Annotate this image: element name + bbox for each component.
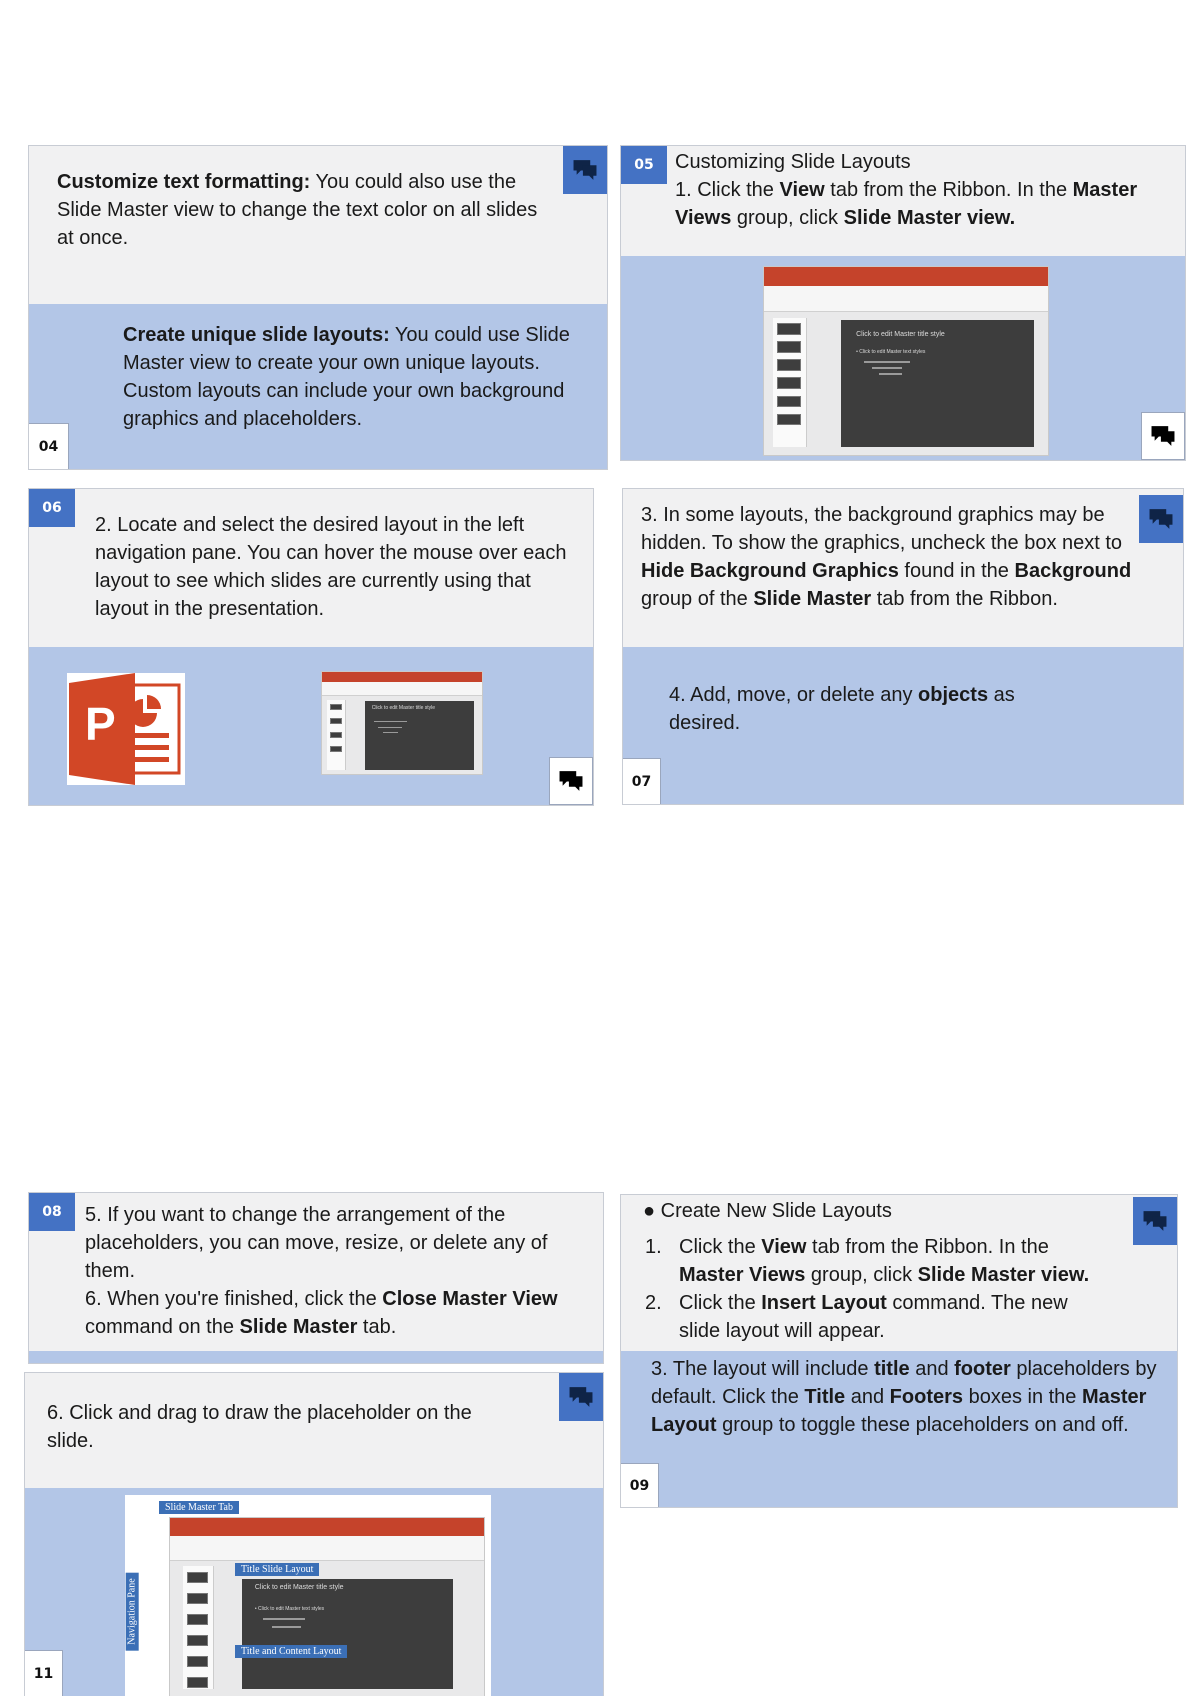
card-bottom-text: 3. The layout will include title and footer placeholders by default. Click the Title and Footers boxes in the Master Layout group to toggle these placeholders on and off. bbox=[651, 1358, 1157, 1436]
slide-card-06 bbox=[28, 488, 594, 806]
slide-card-05 bbox=[620, 145, 1186, 461]
instruction-list bbox=[645, 1233, 1101, 1345]
slide-card-04 bbox=[28, 145, 608, 470]
slide-master-screenshot bbox=[169, 1517, 485, 1696]
card-instruction-text: 2. Locate and select the desired layout in the left navigation pane. You can hover the mouse over each layout to see which slides are currently using that layout in the presentation. bbox=[95, 514, 567, 620]
callout-title-slide-layout: Title Slide Layout bbox=[235, 1563, 319, 1576]
comment-button[interactable] bbox=[1139, 495, 1183, 543]
card-bottom-text: Create unique slide layouts: You could use Slide Master view to create your own unique layouts. Custom layouts can include your own background graphics and placeholders. bbox=[123, 324, 570, 430]
logo-letter: P bbox=[85, 698, 116, 750]
card-top-text: Customize text formatting: You could also use the Slide Master view to change the text color on all slides at once. bbox=[57, 171, 538, 249]
annotated-screenshot bbox=[125, 1495, 491, 1696]
callout-navigation-pane: Navigation Pane bbox=[126, 1572, 139, 1650]
comment-button[interactable] bbox=[563, 146, 607, 194]
comment-button[interactable] bbox=[1141, 412, 1185, 460]
slide-master-screenshot bbox=[321, 671, 483, 775]
comment-button[interactable] bbox=[549, 757, 593, 805]
card-instruction-text: 5. If you want to change the arrangement of the placeholders, you can move, resize, or delete any of them. 6. When you're finished, click the Close Master View command on the Slide Master tab. bbox=[85, 1204, 558, 1338]
comments-icon bbox=[557, 769, 585, 793]
list-item: 2. Click the Insert Layout command. The new slide layout will appear. bbox=[645, 1292, 1068, 1342]
slide-number-badge: 05 bbox=[621, 146, 667, 184]
card-bottom-text: 4. Add, move, or delete any objects as desired. bbox=[669, 684, 1015, 734]
comment-button[interactable] bbox=[559, 1373, 603, 1421]
slide-number-badge: 11 bbox=[25, 1650, 63, 1696]
callout-title-content-layout: Title and Content Layout bbox=[235, 1645, 347, 1658]
card-bullet-heading: ● Create New Slide Layouts bbox=[643, 1200, 892, 1222]
comments-icon bbox=[1147, 507, 1175, 531]
slide-number-badge: 09 bbox=[621, 1463, 659, 1507]
slide-card-09 bbox=[620, 1194, 1178, 1508]
slide-card-08 bbox=[28, 1192, 604, 1364]
comment-button[interactable] bbox=[1133, 1197, 1177, 1245]
comments-icon bbox=[571, 158, 599, 182]
comments-icon bbox=[567, 1385, 595, 1409]
powerpoint-logo bbox=[67, 673, 185, 785]
screenshot-body-text: • Click to edit Master text styles bbox=[856, 349, 926, 356]
slide-number-badge: 06 bbox=[29, 489, 75, 527]
slide-number-badge: 07 bbox=[623, 758, 661, 804]
slide-card-11 bbox=[24, 1372, 604, 1696]
slide-card-07 bbox=[622, 488, 1184, 805]
comments-icon bbox=[1149, 424, 1177, 448]
slide-number-badge: 04 bbox=[29, 423, 69, 469]
card-title: Customizing Slide Layouts bbox=[675, 151, 911, 173]
slide-number-badge: 08 bbox=[29, 1193, 75, 1231]
card-instruction-text: 6. Click and drag to draw the placeholder on the slide. bbox=[47, 1402, 472, 1452]
card-instruction-text: 1. Click the View tab from the Ribbon. In the Master Views group, click Slide Master view. bbox=[675, 179, 1138, 229]
screenshot-title-text: Click to edit Master title style bbox=[371, 704, 436, 711]
list-item: 1. Click the View tab from the Ribbon. In the Master Views group, click Slide Master view. bbox=[645, 1236, 1090, 1286]
slide-master-screenshot bbox=[763, 266, 1049, 456]
screenshot-title-text: Click to edit Master title style bbox=[856, 331, 945, 339]
callout-slide-master-tab: Slide Master Tab bbox=[159, 1501, 239, 1514]
comments-icon bbox=[1141, 1209, 1169, 1233]
card-bottom-panel bbox=[29, 1351, 603, 1363]
screenshot-body-text: • Click to edit Master text styles bbox=[254, 1606, 325, 1613]
screenshot-title-text: Click to edit Master title style bbox=[254, 1584, 344, 1592]
card-instruction-text: 3. In some layouts, the background graphics may be hidden. To show the graphics, uncheck the box next to Hide Background Graphics found in the Background group of the Slide Master tab from the Ribbon. bbox=[641, 504, 1132, 610]
